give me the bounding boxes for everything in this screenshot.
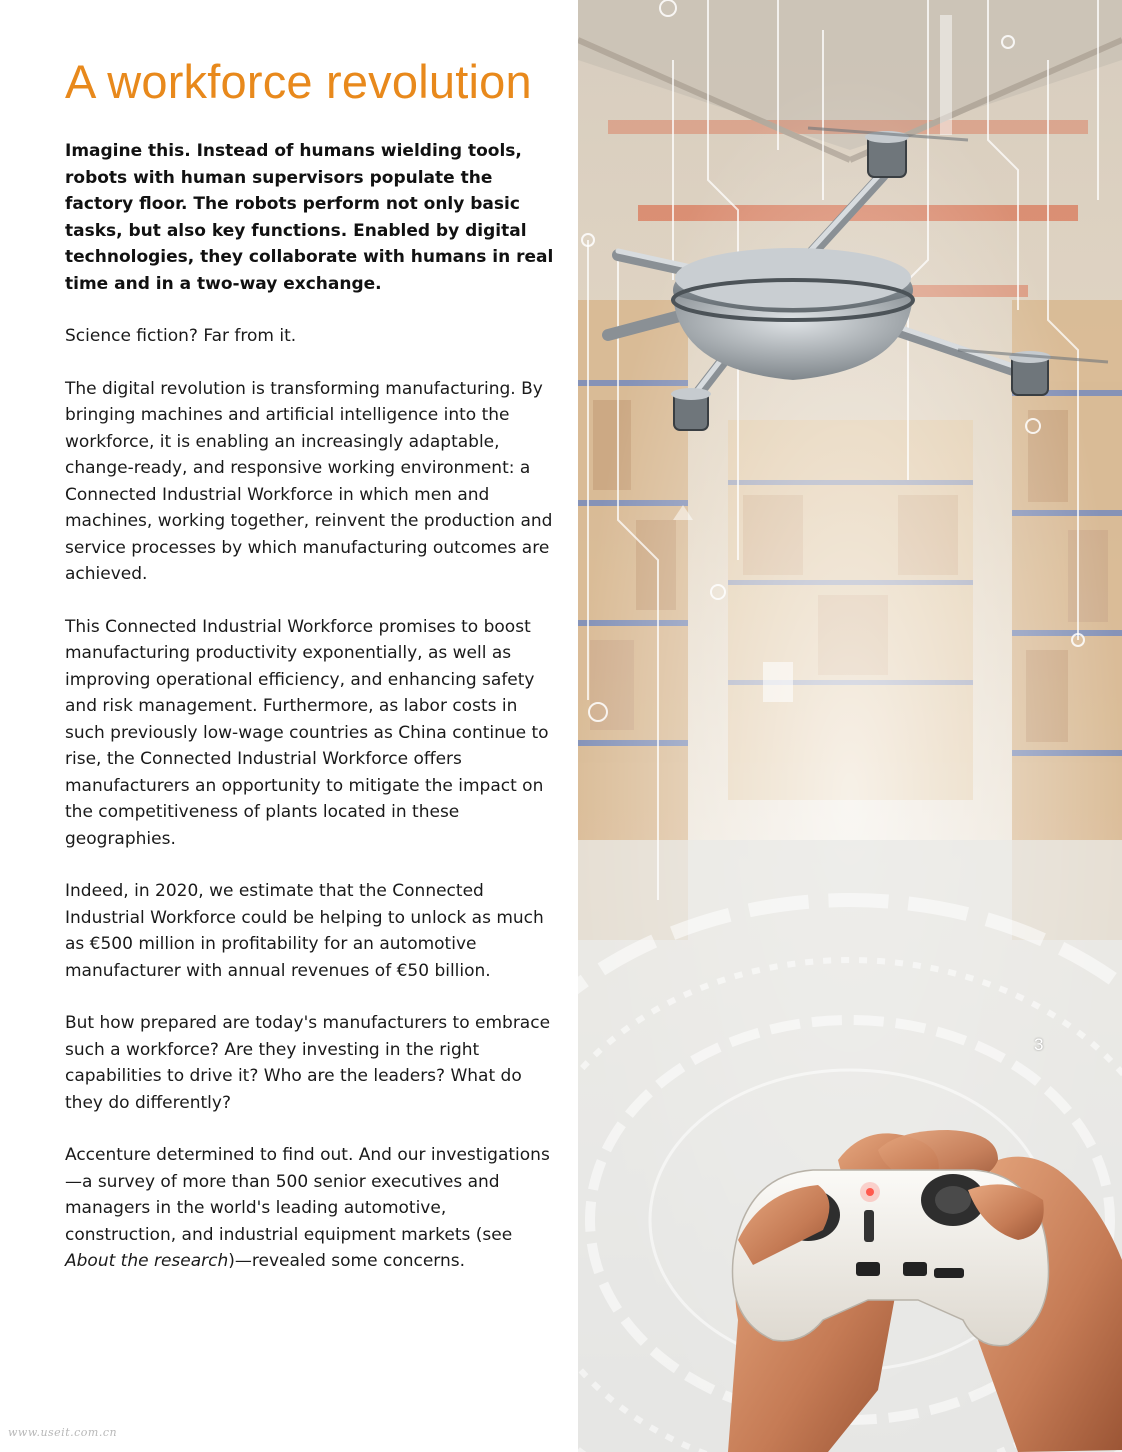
paragraph-6 xyxy=(65,1142,555,1275)
page-number: 3 xyxy=(1034,1035,1044,1054)
paragraph-6-text-end: )—revealed some concerns. xyxy=(228,1251,466,1271)
about-the-research-reference: About the research xyxy=(65,1251,229,1271)
watermark: www.useit.com.cn xyxy=(8,1426,118,1439)
paragraph-5: But how prepared are today's manufacturers to embrace such a workforce? Are they investing in the right capabilities to drive it? Who are the leaders? What do they do differently? xyxy=(65,1013,551,1113)
article-column xyxy=(65,52,555,1301)
paragraph-2: The digital revolution is transforming manufacturing. By bringing machines and artificial intelligence into the workforce, it is enabling an increasingly adaptable, change-ready, and responsive working environment: a Connected Industrial Workforce in which men and machines, working together, reinvent the production and service processes by which manufacturing outcomes are achieved. xyxy=(65,378,553,584)
paragraph-3: This Connected Industrial Workforce promises to boost manufacturing productivity exponentially, as well as improving operational efficiency, and enhancing safety and risk management. Furthermore, as labor costs in such previously low-wage countries as China continue to rise, the Connected Industrial Workforce offers manufacturers an opportunity to mitigate the impact on the competitiveness of plants located in these geographies. xyxy=(65,616,549,849)
page-title: A workforce revolution xyxy=(65,55,532,108)
paragraph-4: Indeed, in 2020, we estimate that the Connected Industrial Workforce could be helping to unlock as much as €500 million in profitability for an automotive manufacturer with annual revenues of €50 billion. xyxy=(65,881,544,981)
paragraph-6-text: Accenture determined to find out. And our investigations—a survey of more than 500 senior executives and managers in the world's leading automotive, construction, and industrial equipment markets (see xyxy=(65,1145,550,1245)
lead-paragraph: Imagine this. Instead of humans wielding tools, robots with human supervisors populate the factory floor. The robots perform not only basic tasks, but also key functions. Enabled by digital technologies, they collaborate with humans in real time and in a two-way exchange. xyxy=(65,141,554,294)
drone-warehouse-image xyxy=(578,0,1122,1452)
paragraph-1: Science fiction? Far from it. xyxy=(65,326,297,346)
